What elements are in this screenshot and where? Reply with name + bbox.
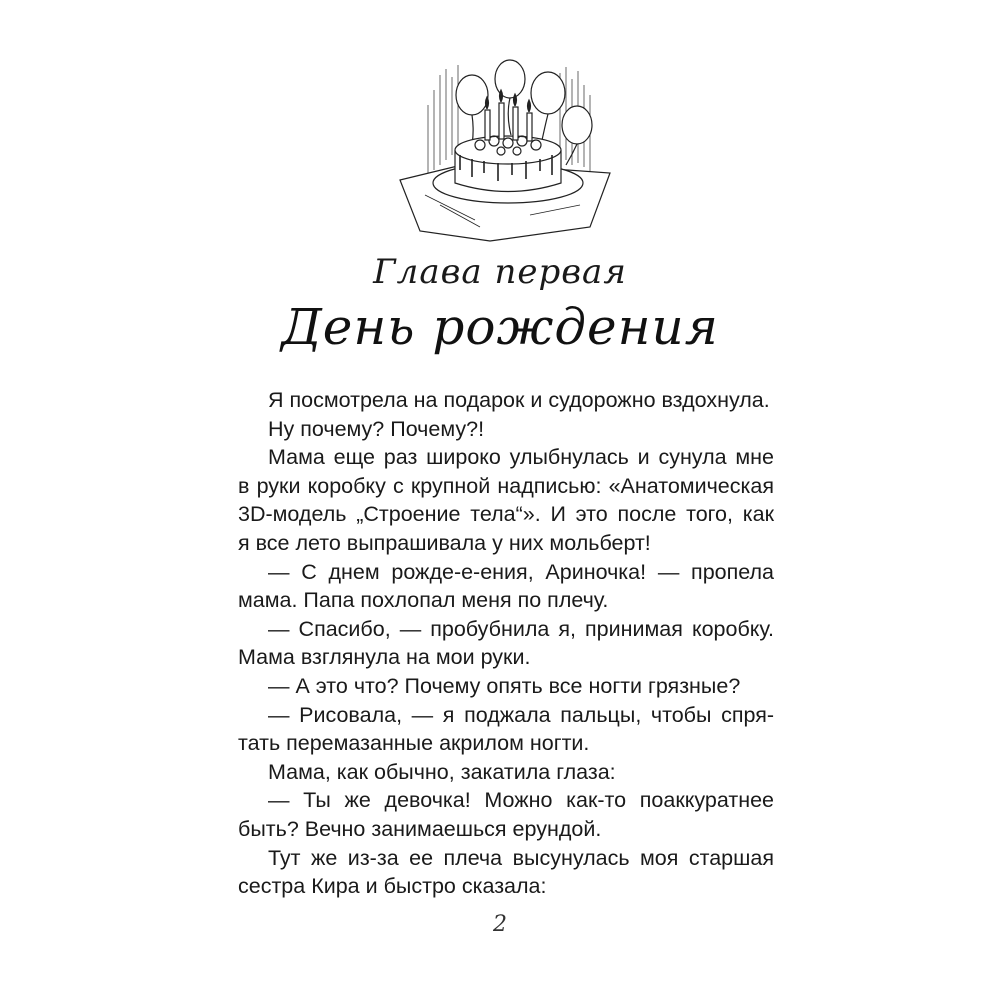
page-number: 2	[493, 912, 507, 937]
text-line: Я посмотрела на подарок и судорожно вздохнула.	[268, 388, 770, 412]
text-line: — Рисовала, — я поджала пальцы, чтобы спря-	[268, 702, 774, 727]
text-line: в руки коробку с крупной надписью: «Анатомическая	[238, 473, 774, 498]
chapter-label: Глава первая	[373, 252, 627, 292]
text-line: — А это что? Почему опять все ногти грязные?	[268, 673, 741, 698]
text-line: Мама взглянула на мои руки.	[238, 645, 531, 670]
text-line: быть? Вечно занимаешься ерундой.	[238, 816, 602, 841]
text-line: — С днем рожде-е-ения, Ариночка! — пропела	[268, 559, 774, 584]
text-line: — Спасибо, — пробубнила я, принимая коробку.	[268, 616, 774, 641]
text-line: сестра Кира и быстро сказала:	[238, 874, 547, 899]
text-line: мама. Папа похлопал меня по плечу.	[238, 588, 609, 613]
text-line: Мама еще раз широко улыбнулась и сунула мне	[268, 445, 774, 470]
text-line: 3D-модель „Строение тела“». И это после того, как	[238, 502, 774, 527]
chapter-body	[238, 386, 774, 901]
text-line: Тут же из-за ее плеча высунулась моя старшая	[268, 845, 774, 870]
text-line: тать перемазанные акрилом ногти.	[238, 731, 590, 756]
text-line: — Ты же девочка! Можно как-то поаккуратнее	[268, 788, 774, 813]
text-line: Ну почему? Почему?!	[268, 416, 485, 441]
chapter-title: День рождения	[281, 298, 719, 356]
birthday-cake-illustration	[380, 55, 630, 245]
text-line: я все лето выпрашивала у них мольберт!	[238, 530, 651, 555]
text-line: Мама, как обычно, закатила глаза:	[268, 759, 616, 784]
